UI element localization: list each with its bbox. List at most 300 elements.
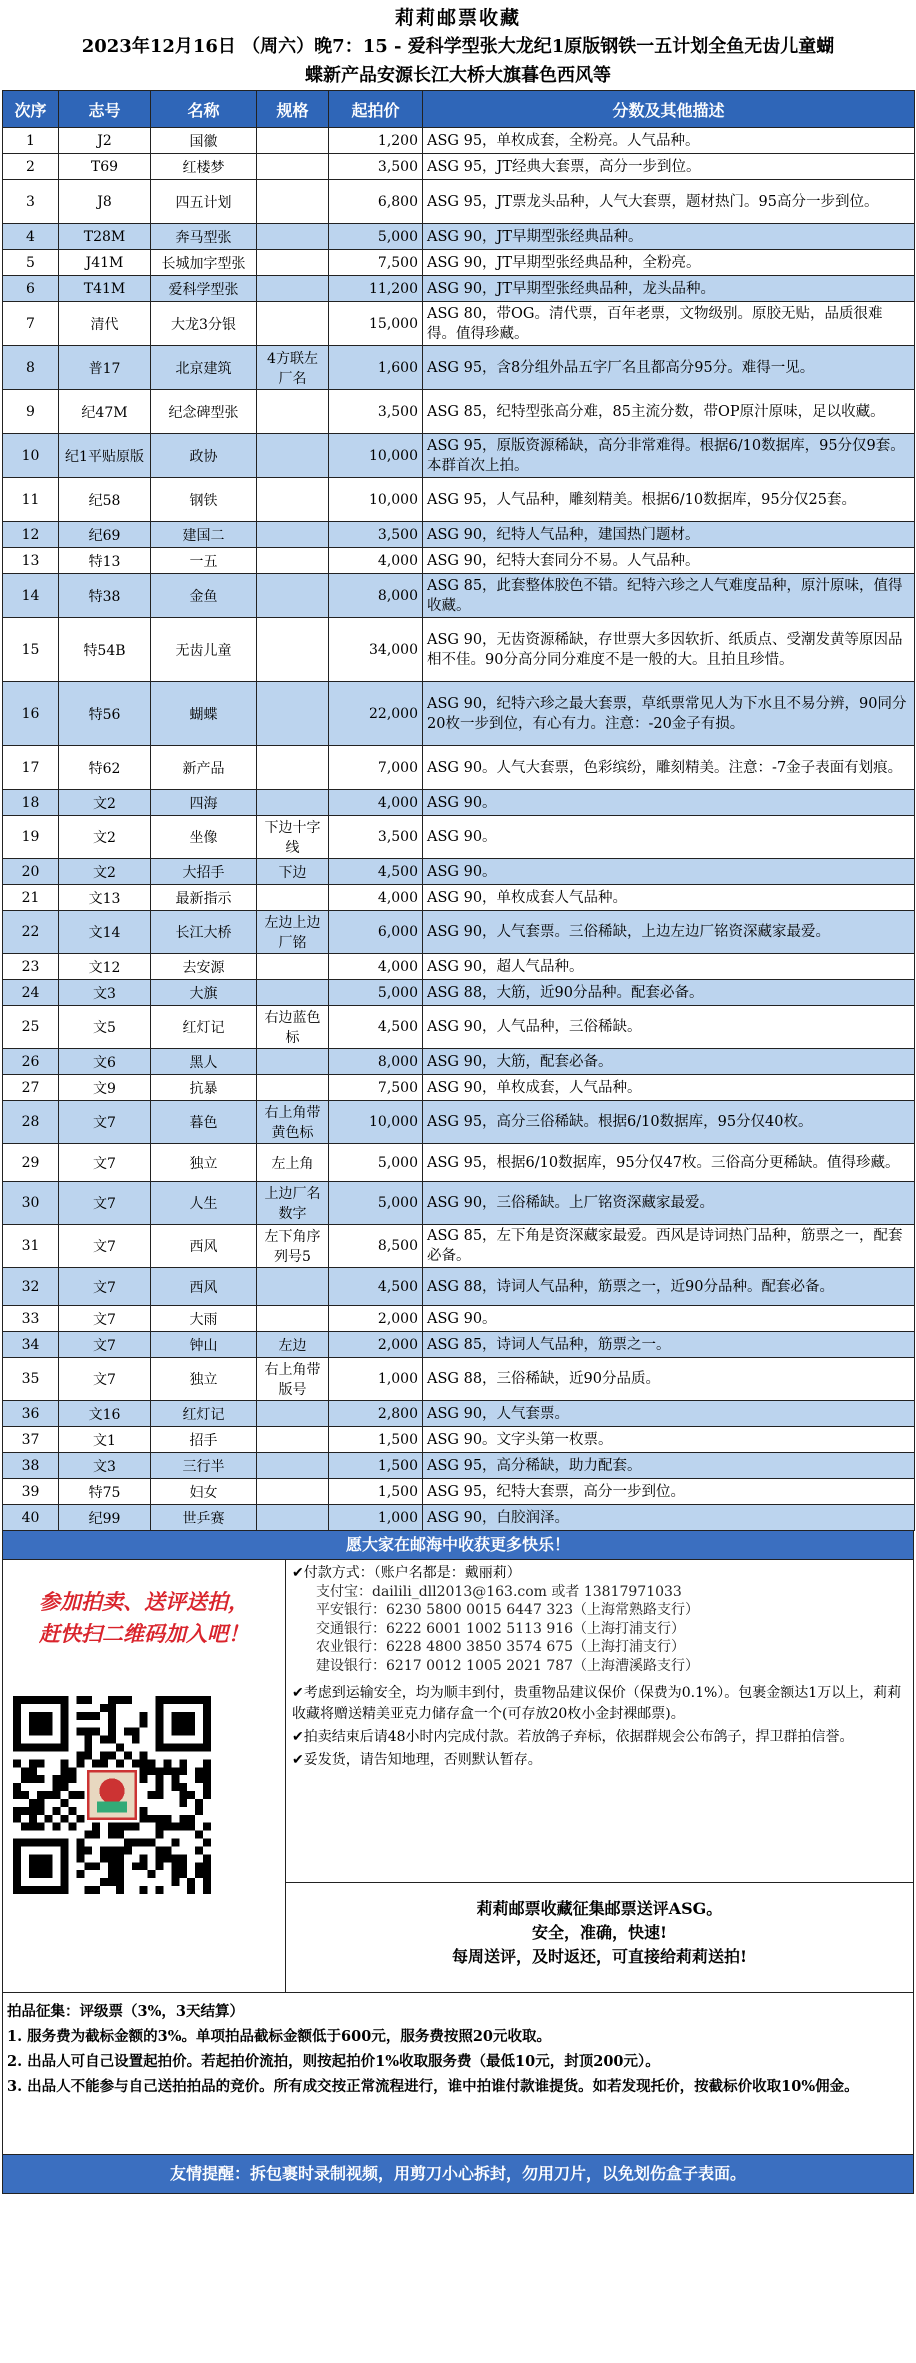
slogan-line-2: 安全，准确，快速! xyxy=(531,1923,668,1942)
start-price: 1,600 xyxy=(329,346,423,390)
auction-title-line-2: 蝶新产品安源长江大桥大旗暮色西风等 xyxy=(305,65,611,86)
table-row xyxy=(3,128,915,154)
grade-description: ASG 95，含8分组外品五字厂名且都高分95分。难得一见。 xyxy=(423,346,915,390)
grade-description: ASG 95，单枚成套，全粉亮。人气品种。 xyxy=(423,128,915,154)
stamp-name: 大旗 xyxy=(151,980,257,1006)
slogan-line-3: 每周送评，及时返还，可直接给莉莉送拍! xyxy=(451,1947,748,1966)
stamp-code: 文13 xyxy=(59,885,151,911)
grade-description: ASG 88，大筋，近90分品种。配套必备。 xyxy=(423,980,915,1006)
stamp-code: 文7 xyxy=(59,1182,151,1225)
stamp-spec: 左边上边厂铭 xyxy=(257,911,329,954)
qr-code-icon[interactable] xyxy=(13,1696,211,1894)
stamp-code: 纪1平贴原版 xyxy=(59,434,151,478)
stamp-name: 世乒赛 xyxy=(151,1505,257,1531)
stamp-name: 红灯记 xyxy=(151,1006,257,1049)
table-row xyxy=(3,1479,915,1505)
stamp-name: 蝴蝶 xyxy=(151,682,257,746)
stamp-name: 大龙3分银 xyxy=(151,302,257,346)
start-price: 1,500 xyxy=(329,1479,423,1505)
start-price: 22,000 xyxy=(329,682,423,746)
stamp-code: 特13 xyxy=(59,548,151,574)
table-row xyxy=(3,911,915,954)
table-row xyxy=(3,1101,915,1144)
grade-description: ASG 90，纪特人气品种，建国热门题材。 xyxy=(423,522,915,548)
stamp-name: 政协 xyxy=(151,434,257,478)
stamp-name: 西风 xyxy=(151,1225,257,1268)
grade-description: ASG 88，三俗稀缺，近90分品质。 xyxy=(423,1358,915,1401)
bank-account: 建设银行：6217 0012 1005 2021 787（上海漕溪路支行） xyxy=(316,1657,700,1674)
stamp-spec xyxy=(257,574,329,618)
lot-number: 4 xyxy=(3,224,59,250)
stamp-spec xyxy=(257,1453,329,1479)
table-row xyxy=(3,548,915,574)
grade-description: ASG 95，纪特大套票，高分一步到位。 xyxy=(423,1479,915,1505)
lot-number: 16 xyxy=(3,682,59,746)
lot-number: 10 xyxy=(3,434,59,478)
col-header-desc: 分数及其他描述 xyxy=(423,91,915,128)
grade-description: ASG 90，大筋，配套必备。 xyxy=(423,1049,915,1075)
start-price: 5,000 xyxy=(329,1182,423,1225)
lot-number: 25 xyxy=(3,1006,59,1049)
start-price: 1,200 xyxy=(329,128,423,154)
table-row xyxy=(3,954,915,980)
grade-description: ASG 90，人气套票。 xyxy=(423,1401,915,1427)
payment-column xyxy=(286,1560,913,1992)
grade-description: ASG 85，此套整体胶色不错。纪特六珍之人气难度品种，原汁原味，值得收藏。 xyxy=(423,574,915,618)
start-price: 4,000 xyxy=(329,790,423,816)
stamp-code: 文7 xyxy=(59,1101,151,1144)
stamp-name: 独立 xyxy=(151,1144,257,1182)
stamp-spec: 右上角带版号 xyxy=(257,1358,329,1401)
rule-item: 3. 出品人不能参与自己送拍拍品的竞价。所有成交按正常流程进行，谁中拍谁付款谁提货。如若发现托价，按截标价收取10%佣金。 xyxy=(7,2078,859,2095)
start-price: 11,200 xyxy=(329,276,423,302)
stamp-spec: 左上角 xyxy=(257,1144,329,1182)
start-price: 10,000 xyxy=(329,1101,423,1144)
stamp-code: J8 xyxy=(59,180,151,224)
start-price: 7,500 xyxy=(329,1075,423,1101)
stamp-spec: 左下角序列号5 xyxy=(257,1225,329,1268)
stamp-spec: 4方联左厂名 xyxy=(257,346,329,390)
lot-number: 39 xyxy=(3,1479,59,1505)
lot-number: 19 xyxy=(3,816,59,859)
stamp-name: 红灯记 xyxy=(151,1401,257,1427)
promo-line-2: 赶快扫二维码加入吧！ xyxy=(39,1621,249,1646)
lot-number: 35 xyxy=(3,1358,59,1401)
stamp-spec xyxy=(257,954,329,980)
stamp-spec xyxy=(257,790,329,816)
lot-number: 23 xyxy=(3,954,59,980)
stamp-code: T69 xyxy=(59,154,151,180)
grade-description: ASG 90，无齿资源稀缺，存世票大多因软折、纸质点、受潮发黄等原因品相不佳。90分高分同分难度不是一般的大。且拍且珍惜。 xyxy=(423,618,915,682)
lot-number: 26 xyxy=(3,1049,59,1075)
grade-description: ASG 95，高分三俗稀缺。根据6/10数据库，95分仅40枚。 xyxy=(423,1101,915,1144)
promo-text xyxy=(3,1560,285,1650)
stamp-spec xyxy=(257,154,329,180)
table-row xyxy=(3,522,915,548)
start-price: 2,800 xyxy=(329,1401,423,1427)
grade-description: ASG 90。 xyxy=(423,1306,915,1332)
title-block xyxy=(2,0,914,90)
table-row xyxy=(3,1427,915,1453)
stamp-name: 人生 xyxy=(151,1182,257,1225)
lot-number: 40 xyxy=(3,1505,59,1531)
grade-description: ASG 90，超人气品种。 xyxy=(423,954,915,980)
col-header-price: 起拍价 xyxy=(329,91,423,128)
stamp-spec xyxy=(257,746,329,790)
col-header-name: 名称 xyxy=(151,91,257,128)
stamp-code: 清代 xyxy=(59,302,151,346)
lot-number: 33 xyxy=(3,1306,59,1332)
grade-description: ASG 90，JT早期型张经典品种，龙头品种。 xyxy=(423,276,915,302)
grade-description: ASG 90，三俗稀缺。上厂铭资深藏家最爱。 xyxy=(423,1182,915,1225)
stamp-code: 特56 xyxy=(59,682,151,746)
start-price: 4,000 xyxy=(329,954,423,980)
start-price: 10,000 xyxy=(329,434,423,478)
start-price: 7,500 xyxy=(329,250,423,276)
stamp-code: 特54B xyxy=(59,618,151,682)
slogan-line-1: 莉莉邮票收藏征集邮票送评ASG。 xyxy=(476,1899,723,1918)
auction-title-line-1: 2023年12月16日 （周六）晚7：15 - 爱科学型张大龙纪1原版钢铁一五计划全鱼无齿儿童蝴 xyxy=(81,36,835,57)
stamp-spec xyxy=(257,302,329,346)
lot-number: 8 xyxy=(3,346,59,390)
grade-description: ASG 95，原版资源稀缺，高分非常难得。根据6/10数据库，95分仅9套。本群首次上拍。 xyxy=(423,434,915,478)
start-price: 1,500 xyxy=(329,1427,423,1453)
start-price: 34,000 xyxy=(329,618,423,682)
lot-number: 11 xyxy=(3,478,59,522)
table-row xyxy=(3,302,915,346)
table-row xyxy=(3,618,915,682)
stamp-name: 暮色 xyxy=(151,1101,257,1144)
stamp-name: 长城加字型张 xyxy=(151,250,257,276)
stamp-code: 文16 xyxy=(59,1401,151,1427)
start-price: 3,500 xyxy=(329,522,423,548)
table-row xyxy=(3,1182,915,1225)
start-price: 6,000 xyxy=(329,911,423,954)
stamp-spec: 下边 xyxy=(257,859,329,885)
table-row xyxy=(3,859,915,885)
lots-body xyxy=(3,128,915,1531)
notes xyxy=(286,1675,913,1771)
lot-number: 27 xyxy=(3,1075,59,1101)
lot-number: 24 xyxy=(3,980,59,1006)
grade-description: ASG 90，单枚成套，人气品种。 xyxy=(423,1075,915,1101)
grade-description: ASG 85，左下角是资深藏家最爱。西风是诗词热门品种，筋票之一，配套必备。 xyxy=(423,1225,915,1268)
grade-description: ASG 90，人气品种，三俗稀缺。 xyxy=(423,1006,915,1049)
table-row xyxy=(3,1332,915,1358)
stamp-code: J2 xyxy=(59,128,151,154)
stamp-code: T28M xyxy=(59,224,151,250)
stamp-spec xyxy=(257,1049,329,1075)
lot-number: 37 xyxy=(3,1427,59,1453)
stamp-code: 文2 xyxy=(59,790,151,816)
table-row xyxy=(3,390,915,434)
col-header-spec: 规格 xyxy=(257,91,329,128)
delivery-note: ✔妥发货，请告知地理，否则默认暂存。 xyxy=(292,1752,542,1768)
start-price: 6,800 xyxy=(329,180,423,224)
stamp-spec xyxy=(257,1268,329,1306)
table-row xyxy=(3,574,915,618)
stamp-code: 文1 xyxy=(59,1427,151,1453)
stamp-code: 文14 xyxy=(59,911,151,954)
wish-banner: 愿大家在邮海中收获更多快乐！ xyxy=(2,1531,914,1560)
start-price: 5,000 xyxy=(329,1144,423,1182)
grade-description: ASG 95，人气品种，雕刻精美。根据6/10数据库，95分仅25套。 xyxy=(423,478,915,522)
stamp-code: 文7 xyxy=(59,1225,151,1268)
grade-description: ASG 90，单枚成套人气品种。 xyxy=(423,885,915,911)
grade-description: ASG 85，纪特型张高分难，85主流分数，带OP原汁原味，足以收藏。 xyxy=(423,390,915,434)
rule-item: 2. 出品人可自己设置起拍价。若起拍价流拍，则按起拍价1%收取服务费（最低10元，封顶200元）。 xyxy=(7,2053,660,2070)
payment-deadline-note: ✔拍卖结束后请48小时内完成付款。若放鸽子弃标，依据群规会公布鸽子，捍卫群拍信誉。 xyxy=(292,1729,854,1745)
stamp-spec xyxy=(257,682,329,746)
table-header-row xyxy=(3,91,915,128)
table-row xyxy=(3,276,915,302)
shop-name: 莉莉邮票收藏 xyxy=(394,7,521,29)
stamp-code: 特62 xyxy=(59,746,151,790)
table-row xyxy=(3,790,915,816)
stamp-name: 四五计划 xyxy=(151,180,257,224)
table-row xyxy=(3,1225,915,1268)
stamp-code: 纪58 xyxy=(59,478,151,522)
start-price: 3,500 xyxy=(329,816,423,859)
grade-description: ASG 90，纪特六珍之最大套票，草纸票常见人为下水且不易分辨，90同分20枚一步到位，有心有力。注意：-20金子有损。 xyxy=(423,682,915,746)
start-price: 10,000 xyxy=(329,478,423,522)
lot-number: 34 xyxy=(3,1332,59,1358)
stamp-spec xyxy=(257,250,329,276)
table-row xyxy=(3,250,915,276)
stamp-name: 钢铁 xyxy=(151,478,257,522)
stamp-code: 文12 xyxy=(59,954,151,980)
grade-description: ASG 90，纪特大套同分不易。人气品种。 xyxy=(423,548,915,574)
lot-number: 17 xyxy=(3,746,59,790)
stamp-spec xyxy=(257,1401,329,1427)
start-price: 4,000 xyxy=(329,548,423,574)
bank-account: 农业银行：6228 4800 3850 3574 675（上海打浦支行） xyxy=(316,1639,686,1655)
grade-description: ASG 90，人气套票。三俗稀缺，上边左边厂铭资深藏家最爱。 xyxy=(423,911,915,954)
stamp-code: 纪99 xyxy=(59,1505,151,1531)
stamp-spec xyxy=(257,390,329,434)
stamp-name: 建国二 xyxy=(151,522,257,548)
lot-number: 31 xyxy=(3,1225,59,1268)
start-price: 3,500 xyxy=(329,390,423,434)
start-price: 2,000 xyxy=(329,1332,423,1358)
start-price: 4,500 xyxy=(329,859,423,885)
lot-number: 5 xyxy=(3,250,59,276)
start-price: 4,500 xyxy=(329,1006,423,1049)
table-row xyxy=(3,746,915,790)
grade-description: ASG 95，JT票龙头品种，人气大套票，题材热门。95高分一步到位。 xyxy=(423,180,915,224)
stamp-spec xyxy=(257,1505,329,1531)
start-price: 2,000 xyxy=(329,1306,423,1332)
table-row xyxy=(3,434,915,478)
rules-section xyxy=(2,1993,914,2155)
stamp-name: 西风 xyxy=(151,1268,257,1306)
stamp-name: 国徽 xyxy=(151,128,257,154)
stamp-name: 大招手 xyxy=(151,859,257,885)
start-price: 3,500 xyxy=(329,154,423,180)
stamp-code: 特75 xyxy=(59,1479,151,1505)
payment-info xyxy=(286,1560,913,1675)
grade-description: ASG 90。 xyxy=(423,790,915,816)
rule-item: 1. 服务费为截标金额的3%。单项拍品截标金额低于600元，服务费按照20元收取。 xyxy=(7,2028,551,2045)
lot-number: 30 xyxy=(3,1182,59,1225)
stamp-code: 文3 xyxy=(59,1453,151,1479)
stamp-name: 大雨 xyxy=(151,1306,257,1332)
stamp-spec xyxy=(257,885,329,911)
lot-number: 2 xyxy=(3,154,59,180)
stamp-spec: 左边 xyxy=(257,1332,329,1358)
col-header-sn: 志号 xyxy=(59,91,151,128)
lot-number: 7 xyxy=(3,302,59,346)
stamp-code: 文7 xyxy=(59,1306,151,1332)
lot-number: 20 xyxy=(3,859,59,885)
stamp-code: 文7 xyxy=(59,1144,151,1182)
table-row xyxy=(3,885,915,911)
stamp-name: 红楼梦 xyxy=(151,154,257,180)
lot-number: 29 xyxy=(3,1144,59,1182)
col-header-no: 次序 xyxy=(3,91,59,128)
stamp-spec: 右边蓝色标 xyxy=(257,1006,329,1049)
table-row xyxy=(3,224,915,250)
start-price: 1,500 xyxy=(329,1453,423,1479)
stamp-name: 三行半 xyxy=(151,1453,257,1479)
promo-column xyxy=(3,1560,286,1992)
grade-description: ASG 80，带OG。清代票，百年老票，文物级别。原胶无贴，品质很难得。值得珍藏。 xyxy=(423,302,915,346)
footer-reminder: 友情提醒：拆包裹时录制视频，用剪刀小心拆封，勿用刀片，以免划伤盒子表面。 xyxy=(2,2155,914,2194)
stamp-spec xyxy=(257,1479,329,1505)
stamp-code: 文2 xyxy=(59,816,151,859)
stamp-name: 招手 xyxy=(151,1427,257,1453)
stamp-name: 四海 xyxy=(151,790,257,816)
stamp-name: 妇女 xyxy=(151,1479,257,1505)
stamp-spec xyxy=(257,478,329,522)
stamp-spec xyxy=(257,980,329,1006)
bank-account: 平安银行：6230 5800 0015 6447 323（上海常熟路支行） xyxy=(316,1602,700,1618)
stamp-spec xyxy=(257,180,329,224)
table-row xyxy=(3,1306,915,1332)
stamp-code: 文9 xyxy=(59,1075,151,1101)
lots-table xyxy=(2,90,915,1531)
stamp-name: 去安源 xyxy=(151,954,257,980)
auction-list-page xyxy=(2,0,914,2194)
lot-number: 38 xyxy=(3,1453,59,1479)
start-price: 8,500 xyxy=(329,1225,423,1268)
table-row xyxy=(3,1358,915,1401)
grade-description: ASG 90。人气大套票，色彩缤纷，雕刻精美。注意：-7金子表面有划痕。 xyxy=(423,746,915,790)
grade-description: ASG 90。文字头第一枚票。 xyxy=(423,1427,915,1453)
lot-number: 12 xyxy=(3,522,59,548)
grade-description: ASG 95，根据6/10数据库，95分仅47枚。三俗高分更稀缺。值得珍藏。 xyxy=(423,1144,915,1182)
table-row xyxy=(3,980,915,1006)
start-price: 5,000 xyxy=(329,224,423,250)
table-row xyxy=(3,180,915,224)
table-row xyxy=(3,154,915,180)
stamp-spec xyxy=(257,1306,329,1332)
stamp-name: 长江大桥 xyxy=(151,911,257,954)
start-price: 5,000 xyxy=(329,980,423,1006)
lot-number: 14 xyxy=(3,574,59,618)
stamp-code: 特38 xyxy=(59,574,151,618)
stamp-spec xyxy=(257,522,329,548)
table-row xyxy=(3,816,915,859)
table-row xyxy=(3,1049,915,1075)
stamp-spec xyxy=(257,128,329,154)
grade-description: ASG 90，白胶润泽。 xyxy=(423,1505,915,1531)
stamp-code: 文7 xyxy=(59,1358,151,1401)
stamp-code: 文6 xyxy=(59,1049,151,1075)
start-price: 4,000 xyxy=(329,885,423,911)
lot-number: 9 xyxy=(3,390,59,434)
stamp-spec: 上边厂名数字 xyxy=(257,1182,329,1225)
stamp-code: 纪69 xyxy=(59,522,151,548)
lot-number: 1 xyxy=(3,128,59,154)
stamp-name: 一五 xyxy=(151,548,257,574)
start-price: 4,500 xyxy=(329,1268,423,1306)
promo-line-1: 参加拍卖、送评送拍， xyxy=(39,1589,249,1614)
table-row xyxy=(3,682,915,746)
start-price: 8,000 xyxy=(329,1049,423,1075)
stamp-spec xyxy=(257,618,329,682)
table-row xyxy=(3,1505,915,1531)
bank-account: 交通银行：6222 6001 1002 5113 916（上海打浦支行） xyxy=(316,1620,686,1637)
lot-number: 21 xyxy=(3,885,59,911)
stamp-code: 普17 xyxy=(59,346,151,390)
table-row xyxy=(3,1144,915,1182)
stamp-name: 独立 xyxy=(151,1358,257,1401)
stamp-name: 黑人 xyxy=(151,1049,257,1075)
start-price: 15,000 xyxy=(329,302,423,346)
stamp-name: 北京建筑 xyxy=(151,346,257,390)
alipay-account: 支付宝：dailili_dll2013@163.com 或者 13817971033 xyxy=(316,1583,682,1600)
lot-number: 15 xyxy=(3,618,59,682)
payment-title: ✔付款方式：（账户名都是：戴丽莉） xyxy=(292,1565,521,1581)
lot-number: 28 xyxy=(3,1101,59,1144)
stamp-code: J41M xyxy=(59,250,151,276)
stamp-spec xyxy=(257,224,329,250)
stamp-spec xyxy=(257,548,329,574)
stamp-name: 奔马型张 xyxy=(151,224,257,250)
stamp-name: 无齿儿童 xyxy=(151,618,257,682)
stamp-name: 抗暴 xyxy=(151,1075,257,1101)
start-price: 1,000 xyxy=(329,1358,423,1401)
table-row xyxy=(3,1453,915,1479)
start-price: 7,000 xyxy=(329,746,423,790)
stamp-code: 文7 xyxy=(59,1268,151,1306)
lot-number: 3 xyxy=(3,180,59,224)
stamp-name: 新产品 xyxy=(151,746,257,790)
lot-number: 13 xyxy=(3,548,59,574)
table-row xyxy=(3,1075,915,1101)
stamp-code: 文2 xyxy=(59,859,151,885)
table-row xyxy=(3,1268,915,1306)
start-price: 8,000 xyxy=(329,574,423,618)
slogan xyxy=(286,1882,913,1992)
stamp-code: T41M xyxy=(59,276,151,302)
stamp-spec xyxy=(257,1075,329,1101)
table-row xyxy=(3,478,915,522)
shipping-note: ✔考虑到运输安全，均为顺丰到付，贵重物品建议保价（保费为0.1%）。包裹金额达1万以上，莉莉收藏将赠送精美亚克力储存盒一个(可存放20枚小金封裸邮票)。 xyxy=(292,1685,902,1722)
grade-description: ASG 90，JT早期型张经典品种。 xyxy=(423,224,915,250)
stamp-name: 钟山 xyxy=(151,1332,257,1358)
stamp-name: 最新指示 xyxy=(151,885,257,911)
lot-number: 18 xyxy=(3,790,59,816)
stamp-spec: 右上角带黄色标 xyxy=(257,1101,329,1144)
stamp-code: 文3 xyxy=(59,980,151,1006)
start-price: 1,000 xyxy=(329,1505,423,1531)
info-section xyxy=(2,1560,914,1993)
stamp-spec xyxy=(257,434,329,478)
stamp-name: 金鱼 xyxy=(151,574,257,618)
lot-number: 22 xyxy=(3,911,59,954)
